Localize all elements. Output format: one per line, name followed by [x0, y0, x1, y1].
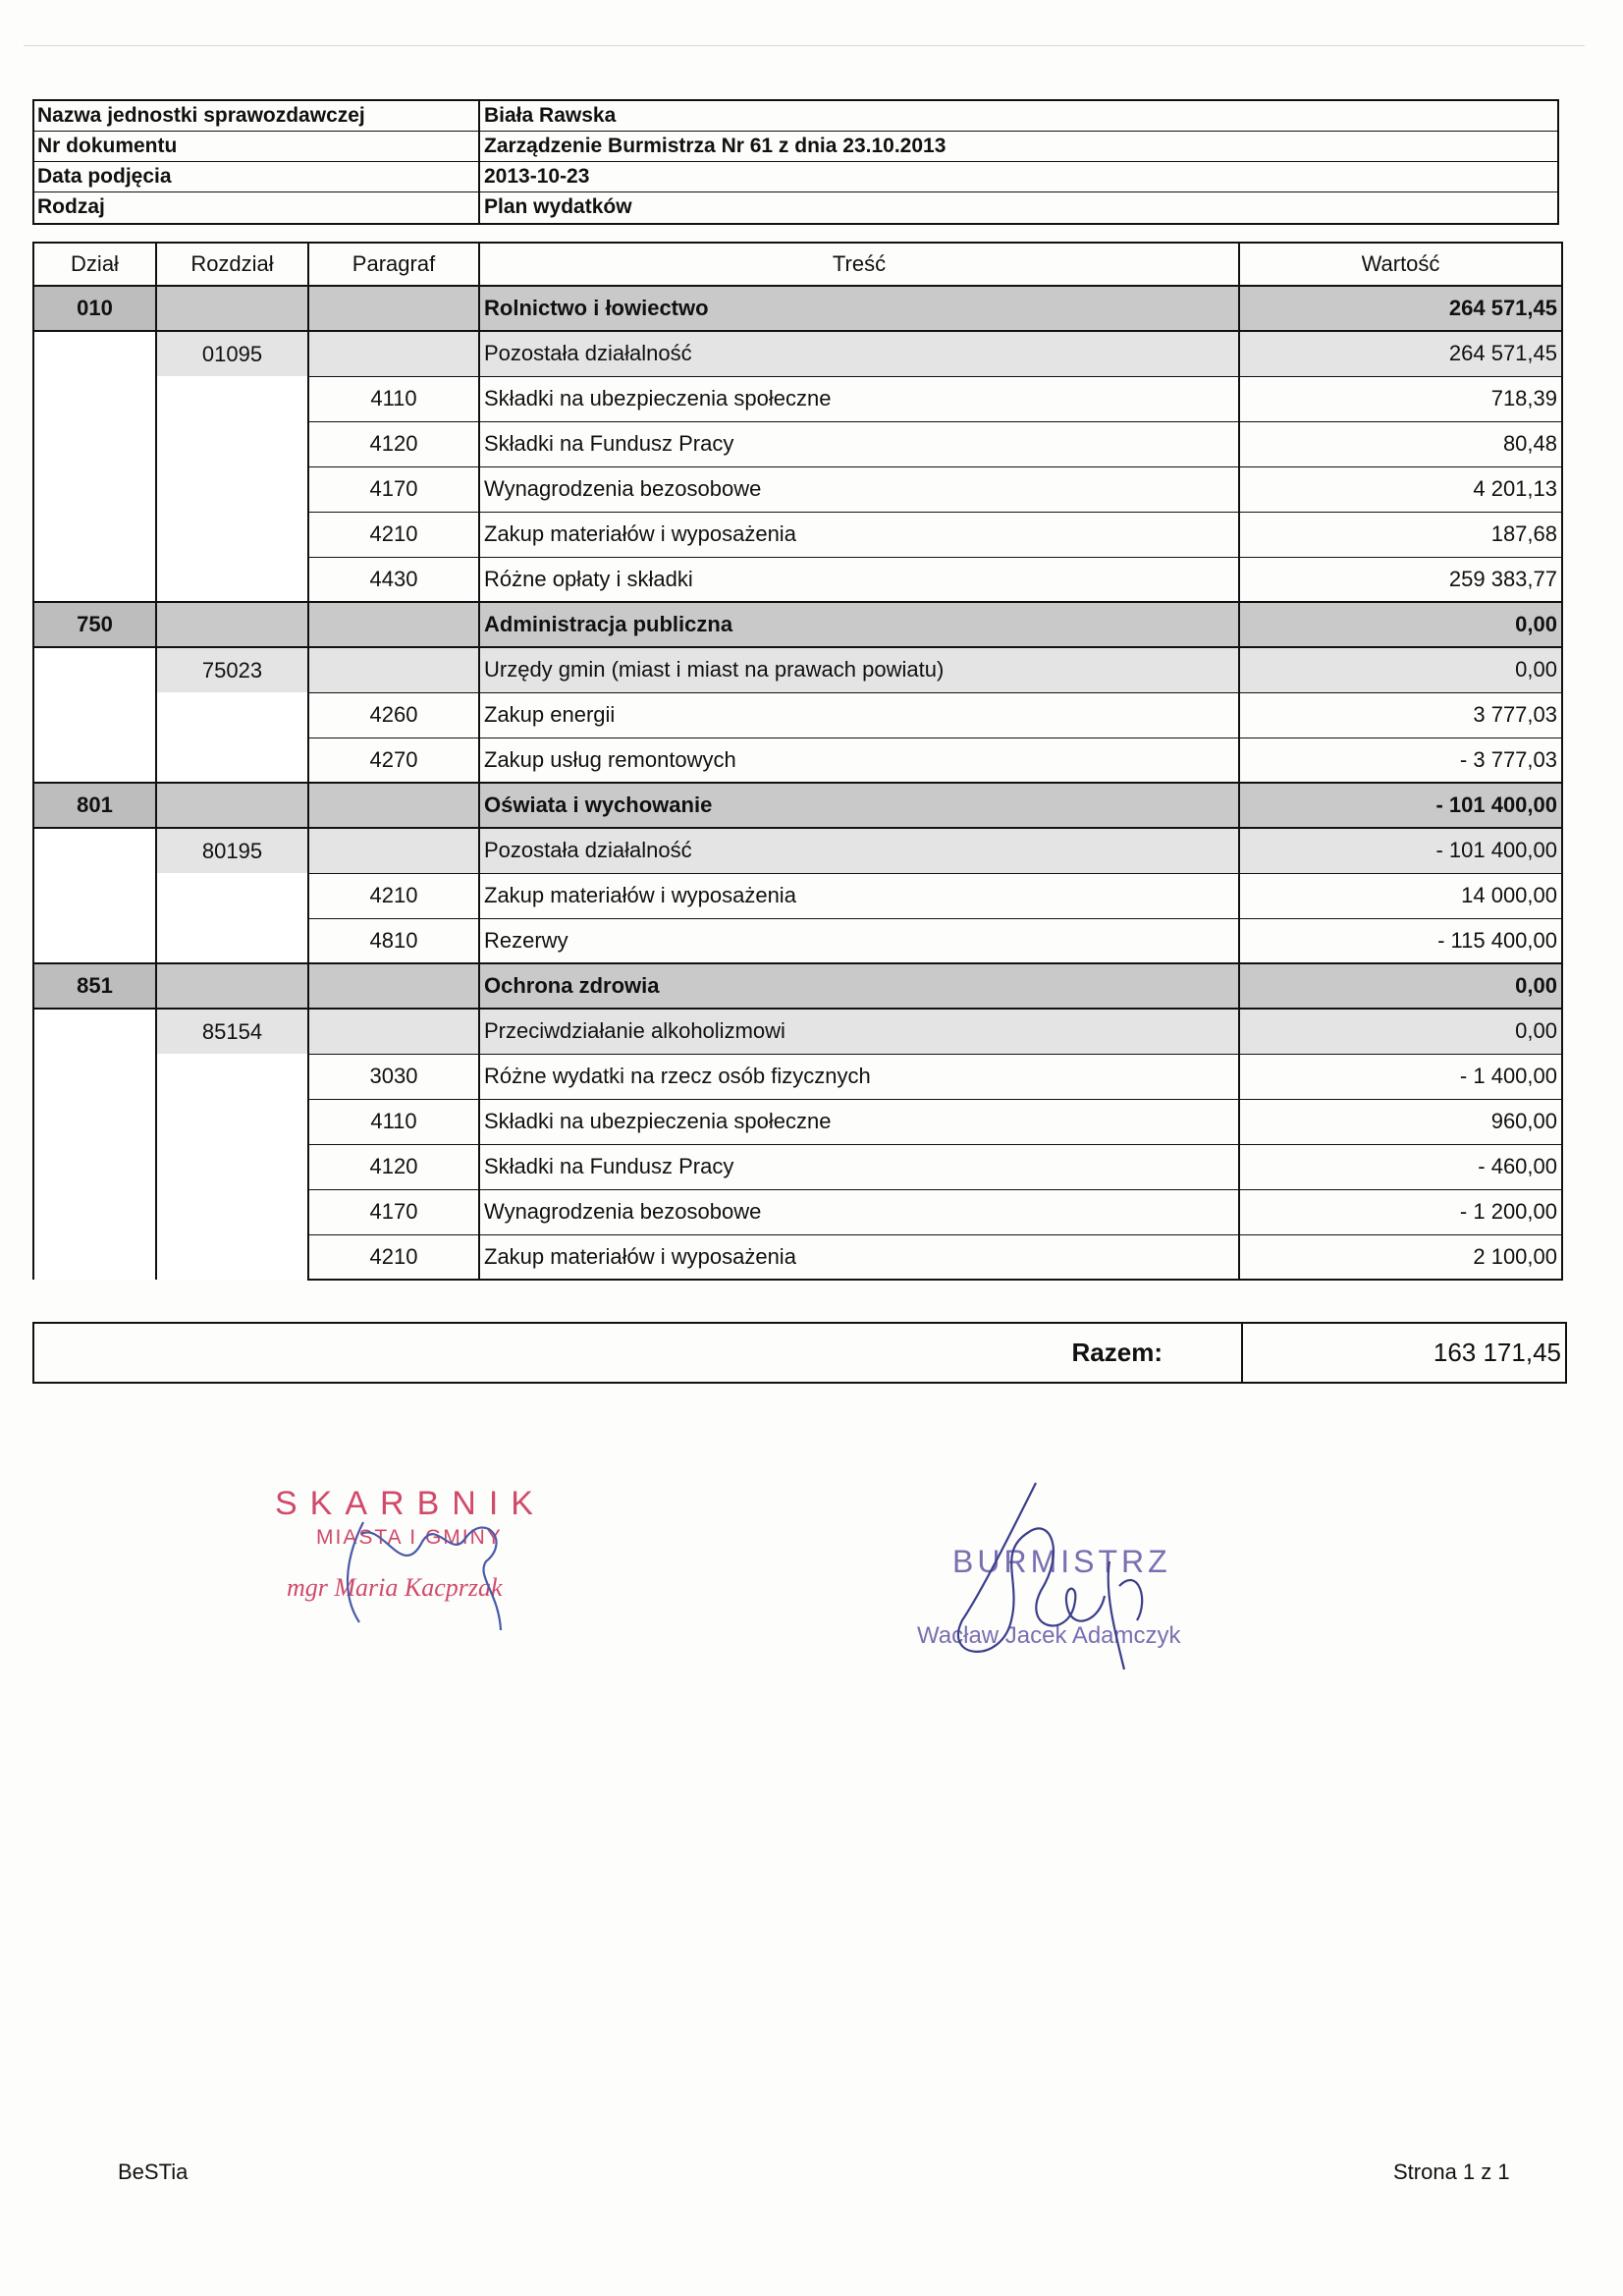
info-row: [34, 132, 1557, 162]
cell-paragraf: [308, 602, 479, 647]
cell-wartosc: 3 777,03: [1239, 692, 1562, 738]
cell-paragraf: 4210: [308, 873, 479, 918]
cell-dzial: 010: [33, 286, 156, 331]
cell-paragraf: [308, 963, 479, 1009]
cell-paragraf: 4110: [308, 376, 479, 421]
cell-tresc: Pozostała działalność: [479, 331, 1239, 376]
cell-wartosc: 0,00: [1239, 1009, 1562, 1054]
cell-dzial: 851: [33, 963, 156, 1009]
table-row: [33, 602, 1562, 647]
cell-dzial: [33, 376, 156, 421]
table-row: [33, 376, 1562, 421]
cell-paragraf: 4170: [308, 1189, 479, 1234]
info-label: Rodzaj: [34, 192, 480, 223]
cell-wartosc: 2 100,00: [1239, 1234, 1562, 1280]
info-value: Zarządzenie Burmistrza Nr 61 z dnia 23.10.2013: [484, 135, 947, 157]
cell-dzial: [33, 692, 156, 738]
info-label: Nr dokumentu: [34, 132, 480, 161]
cell-paragraf: [308, 647, 479, 692]
cell-rozdzial: [156, 873, 308, 918]
cell-paragraf: 4810: [308, 918, 479, 963]
cell-tresc: Wynagrodzenia bezosobowe: [479, 466, 1239, 512]
header-paragraf: Paragraf: [308, 243, 479, 286]
table-row: [33, 1234, 1562, 1280]
cell-dzial: 750: [33, 602, 156, 647]
cell-tresc: Ochrona zdrowia: [479, 963, 1239, 1009]
cell-wartosc: 259 383,77: [1239, 557, 1562, 602]
cell-dzial: [33, 647, 156, 692]
header-tresc: Treść: [479, 243, 1239, 286]
table-row: [33, 1054, 1562, 1099]
header-dzial: Dział: [33, 243, 156, 286]
cell-tresc: Zakup materiałów i wyposażenia: [479, 512, 1239, 557]
cell-wartosc: 264 571,45: [1239, 331, 1562, 376]
cell-wartosc: 264 571,45: [1239, 286, 1562, 331]
cell-rozdzial: 01095: [156, 331, 308, 376]
table-row: [33, 1099, 1562, 1144]
cell-dzial: [33, 421, 156, 466]
cell-rozdzial: [156, 918, 308, 963]
cell-paragraf: [308, 286, 479, 331]
table-row: [33, 1144, 1562, 1189]
cell-dzial: [33, 331, 156, 376]
table-row: [33, 512, 1562, 557]
cell-paragraf: 4210: [308, 512, 479, 557]
scan-edge-line: [24, 45, 1585, 46]
cell-tresc: Pozostała działalność: [479, 828, 1239, 873]
cell-wartosc: - 1 400,00: [1239, 1054, 1562, 1099]
cell-dzial: 801: [33, 783, 156, 828]
cell-tresc: Zakup energii: [479, 692, 1239, 738]
cell-rozdzial: [156, 783, 308, 828]
skarbnik-stamp-subtitle: MIASTA I GMINY: [316, 1526, 503, 1549]
info-value: Biała Rawska: [484, 104, 617, 127]
cell-wartosc: - 101 400,00: [1239, 783, 1562, 828]
cell-dzial: [33, 1234, 156, 1280]
table-row: [33, 1189, 1562, 1234]
cell-rozdzial: [156, 1234, 308, 1280]
table-row: [33, 647, 1562, 692]
table-row: [33, 873, 1562, 918]
cell-rozdzial: [156, 466, 308, 512]
info-value: 2013-10-23: [484, 165, 590, 188]
cell-tresc: Różne wydatki na rzecz osób fizycznych: [479, 1054, 1239, 1099]
expenditure-table: [32, 242, 1563, 1281]
cell-rozdzial: [156, 692, 308, 738]
cell-paragraf: 4430: [308, 557, 479, 602]
cell-tresc: Składki na ubezpieczenia społeczne: [479, 1099, 1239, 1144]
table-row: [33, 466, 1562, 512]
cell-wartosc: 14 000,00: [1239, 873, 1562, 918]
info-row: [34, 101, 1557, 132]
burmistrz-stamp-title: BURMISTRZ: [952, 1544, 1171, 1579]
cell-rozdzial: 80195: [156, 828, 308, 873]
cell-wartosc: 4 201,13: [1239, 466, 1562, 512]
cell-dzial: [33, 466, 156, 512]
cell-dzial: [33, 1099, 156, 1144]
table-row: [33, 421, 1562, 466]
cell-dzial: [33, 738, 156, 783]
cell-tresc: Różne opłaty i składki: [479, 557, 1239, 602]
total-value: 163 171,45: [1433, 1338, 1561, 1367]
cell-dzial: [33, 557, 156, 602]
info-label: Nazwa jednostki sprawozdawczej: [34, 101, 480, 131]
cell-rozdzial: [156, 602, 308, 647]
table-row: [33, 331, 1562, 376]
cell-rozdzial: [156, 376, 308, 421]
cell-wartosc: 0,00: [1239, 602, 1562, 647]
skarbnik-signature-icon: [265, 1483, 589, 1630]
info-row: [34, 162, 1557, 192]
cell-dzial: [33, 828, 156, 873]
cell-tresc: Rezerwy: [479, 918, 1239, 963]
cell-wartosc: 187,68: [1239, 512, 1562, 557]
cell-wartosc: - 460,00: [1239, 1144, 1562, 1189]
cell-tresc: Wynagrodzenia bezosobowe: [479, 1189, 1239, 1234]
cell-rozdzial: [156, 557, 308, 602]
cell-paragraf: 4270: [308, 738, 479, 783]
cell-wartosc: 80,48: [1239, 421, 1562, 466]
cell-dzial: [33, 512, 156, 557]
cell-tresc: Składki na ubezpieczenia społeczne: [479, 376, 1239, 421]
cell-rozdzial: [156, 286, 308, 331]
table-row: [33, 963, 1562, 1009]
cell-tresc: Rolnictwo i łowiectwo: [479, 286, 1239, 331]
cell-rozdzial: [156, 1144, 308, 1189]
footer-page-number: Strona 1 z 1: [1393, 2159, 1510, 2184]
burmistrz-stamp: [903, 1473, 1227, 1679]
header-rozdzial: Rozdział: [156, 243, 308, 286]
table-row: [33, 828, 1562, 873]
total-label: Razem:: [34, 1324, 1243, 1382]
cell-rozdzial: [156, 1099, 308, 1144]
table-row: [33, 557, 1562, 602]
cell-paragraf: 4110: [308, 1099, 479, 1144]
document-info-table: [32, 99, 1559, 225]
cell-dzial: [33, 1009, 156, 1054]
cell-rozdzial: 85154: [156, 1009, 308, 1054]
cell-paragraf: 4120: [308, 1144, 479, 1189]
cell-paragraf: 4210: [308, 1234, 479, 1280]
cell-wartosc: - 115 400,00: [1239, 918, 1562, 963]
cell-paragraf: [308, 828, 479, 873]
skarbnik-stamp-name: mgr Maria Kacprzak: [287, 1573, 503, 1602]
cell-rozdzial: [156, 512, 308, 557]
info-value: Plan wydatków: [484, 195, 632, 218]
cell-wartosc: 0,00: [1239, 647, 1562, 692]
cell-rozdzial: [156, 738, 308, 783]
cell-dzial: [33, 873, 156, 918]
cell-paragraf: 3030: [308, 1054, 479, 1099]
cell-wartosc: 718,39: [1239, 376, 1562, 421]
cell-tresc: Urzędy gmin (miast i miast na prawach powiatu): [479, 647, 1239, 692]
cell-tresc: Zakup materiałów i wyposażenia: [479, 1234, 1239, 1280]
burmistrz-stamp-name: Wacław Jacek Adamczyk: [917, 1622, 1181, 1649]
cell-tresc: Administracja publiczna: [479, 602, 1239, 647]
info-label: Data podjęcia: [34, 162, 480, 191]
cell-paragraf: 4170: [308, 466, 479, 512]
table-row: [33, 783, 1562, 828]
header-wartosc: Wartość: [1239, 243, 1562, 286]
table-row: [33, 692, 1562, 738]
cell-tresc: Składki na Fundusz Pracy: [479, 421, 1239, 466]
cell-wartosc: - 1 200,00: [1239, 1189, 1562, 1234]
cell-tresc: Zakup usług remontowych: [479, 738, 1239, 783]
cell-tresc: Przeciwdziałanie alkoholizmowi: [479, 1009, 1239, 1054]
table-row: [33, 738, 1562, 783]
skarbnik-stamp: [265, 1483, 589, 1630]
cell-rozdzial: [156, 1189, 308, 1234]
footer-left: BeSTia: [118, 2159, 189, 2184]
cell-wartosc: 960,00: [1239, 1099, 1562, 1144]
cell-dzial: [33, 1144, 156, 1189]
cell-wartosc: - 3 777,03: [1239, 738, 1562, 783]
cell-paragraf: [308, 331, 479, 376]
cell-dzial: [33, 918, 156, 963]
cell-dzial: [33, 1189, 156, 1234]
cell-paragraf: [308, 1009, 479, 1054]
cell-rozdzial: [156, 421, 308, 466]
cell-rozdzial: 75023: [156, 647, 308, 692]
cell-wartosc: - 101 400,00: [1239, 828, 1562, 873]
cell-paragraf: 4120: [308, 421, 479, 466]
skarbnik-stamp-title: SKARBNIK: [275, 1485, 546, 1522]
cell-tresc: Składki na Fundusz Pracy: [479, 1144, 1239, 1189]
table-row: [33, 286, 1562, 331]
table-row: [33, 1009, 1562, 1054]
info-row: [34, 192, 1557, 223]
cell-paragraf: 4260: [308, 692, 479, 738]
table-header-row: [33, 243, 1562, 286]
cell-paragraf: [308, 783, 479, 828]
cell-tresc: Oświata i wychowanie: [479, 783, 1239, 828]
cell-dzial: [33, 1054, 156, 1099]
cell-rozdzial: [156, 963, 308, 1009]
cell-tresc: Zakup materiałów i wyposażenia: [479, 873, 1239, 918]
total-row: [32, 1322, 1567, 1384]
cell-wartosc: 0,00: [1239, 963, 1562, 1009]
burmistrz-signature-icon: [903, 1473, 1227, 1679]
cell-rozdzial: [156, 1054, 308, 1099]
table-row: [33, 918, 1562, 963]
